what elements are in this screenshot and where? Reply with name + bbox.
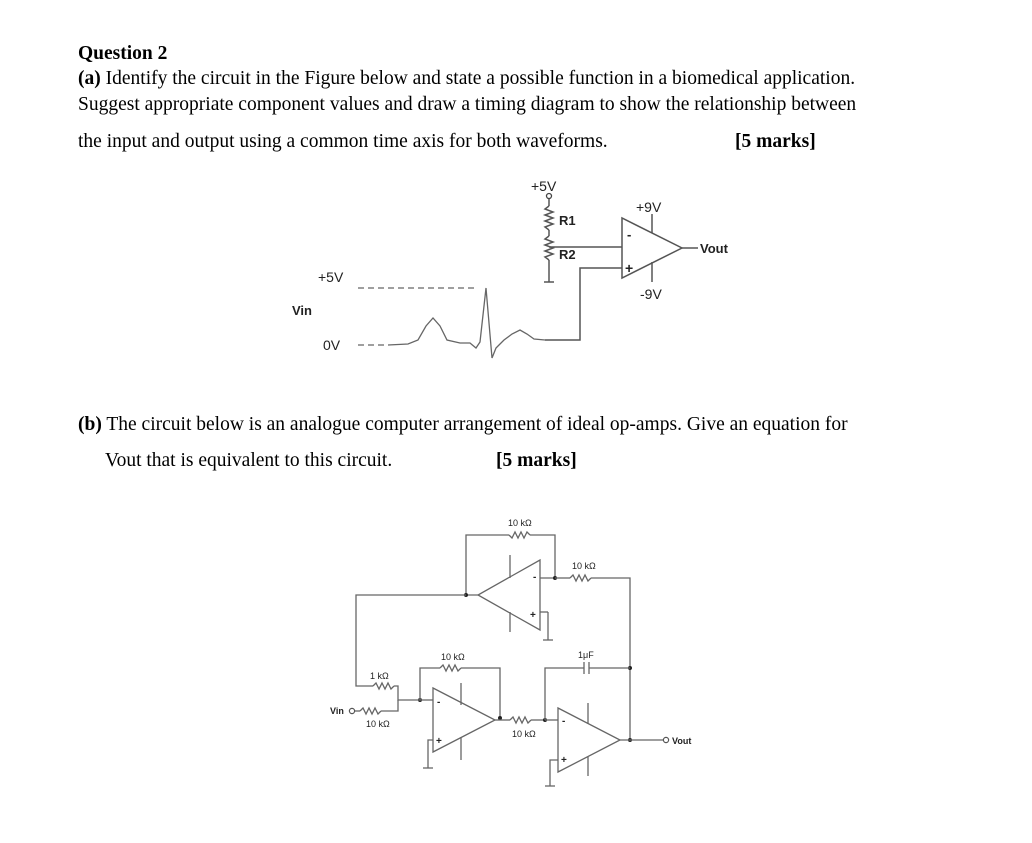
summing-opamp bbox=[423, 683, 495, 768]
integrator-plus: + bbox=[561, 755, 567, 766]
inverter-plus: + bbox=[530, 610, 536, 621]
integrator-opamp bbox=[545, 703, 620, 786]
summing-minus: - bbox=[437, 697, 441, 708]
r-to-integrator-label: 10 kΩ bbox=[572, 561, 596, 571]
r-10k-input-label: 10 kΩ bbox=[366, 719, 390, 729]
inverter-opamp bbox=[478, 555, 553, 640]
part-a-line-1-text: Identify the circuit in the Figure below and state a possible function in a biomedical application. bbox=[100, 68, 856, 89]
r-summing-feedback-label: 10 kΩ bbox=[441, 652, 465, 662]
integrator-minus: - bbox=[562, 716, 566, 727]
part-a-marks: [5 marks] bbox=[735, 131, 816, 152]
r-1k-label: 1 kΩ bbox=[370, 671, 389, 681]
part-b-marks: [5 marks] bbox=[496, 450, 577, 471]
r-feedback-top bbox=[509, 532, 530, 538]
vout-label: Vout bbox=[700, 241, 728, 256]
vout-terminal bbox=[663, 737, 668, 742]
part-b-label: (b) bbox=[78, 414, 102, 435]
part-b-line-2: Vout that is equivalent to this circuit. bbox=[105, 450, 393, 471]
vin-terminal bbox=[349, 708, 354, 713]
minus-sign: - bbox=[627, 227, 632, 242]
part-a-line-2: Suggest appropriate component values and draw a timing diagram to show the relationship between bbox=[78, 94, 857, 115]
pos-rail-label: +9V bbox=[636, 199, 662, 215]
supply-label: +5V bbox=[531, 178, 557, 194]
r-integrator-input bbox=[510, 717, 531, 723]
r1-label: R1 bbox=[559, 213, 576, 228]
part-a-label: (a) bbox=[78, 68, 101, 89]
capacitor-label: 1μF bbox=[578, 650, 594, 660]
r2-label: R2 bbox=[559, 247, 576, 262]
r-10k-input bbox=[360, 708, 381, 714]
part-b-line-1-text: The circuit below is an analogue computer arrangement of ideal op-amps. Give an equation for bbox=[101, 414, 848, 435]
r-summing-feedback bbox=[440, 665, 461, 671]
r-to-integrator bbox=[570, 575, 591, 581]
r-feedback-top-label: 10 kΩ bbox=[508, 518, 532, 528]
inverter-minus: - bbox=[533, 572, 537, 583]
low-level-label: 0V bbox=[323, 337, 341, 353]
vin-label: Vin bbox=[330, 706, 344, 716]
neg-rail-label: -9V bbox=[640, 286, 662, 302]
summing-plus: + bbox=[436, 736, 442, 747]
plus-sign: + bbox=[625, 260, 634, 276]
part-a-line-3: the input and output using a common time axis for both waveforms. bbox=[78, 131, 608, 152]
question-title: Question 2 bbox=[78, 43, 168, 64]
vout-label: Vout bbox=[672, 736, 692, 746]
high-level-label: +5V bbox=[318, 269, 344, 285]
r-integrator-input-label: 10 kΩ bbox=[512, 729, 536, 739]
r-1k bbox=[373, 683, 394, 689]
vin-label: Vin bbox=[292, 303, 312, 318]
